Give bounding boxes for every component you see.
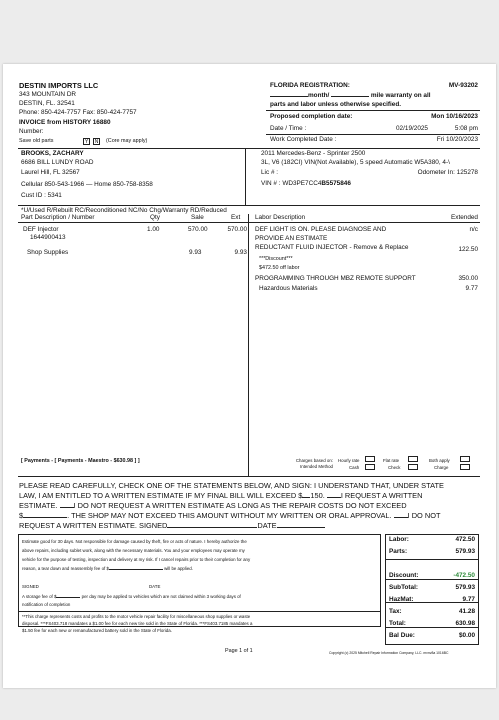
- flat-rate-label: Flat rate: [383, 458, 400, 463]
- total-label: SubTotal:: [389, 584, 418, 591]
- statement-line5: REQUEST A WRITTEN ESTIMATE. SIGNED DATE: [19, 521, 325, 531]
- shop-address-line1: 343 MOUNTAIN DR: [19, 91, 77, 98]
- statement-line3: ESTIMATE. I DO NOT REQUEST A WRITTEN ESTIMATE AS LONG AS THE REPAIR COSTS DO NOT EXCEED: [19, 501, 407, 510]
- part-sale: 9.93: [189, 249, 202, 256]
- page-number: Page 1 of 1: [225, 648, 253, 654]
- save-parts-no-box[interactable]: N: [94, 139, 99, 145]
- total-label: Tax:: [389, 608, 402, 615]
- part-ext: 9.93: [234, 249, 247, 256]
- charges-based-label: Charges based on:: [295, 458, 333, 463]
- labor-line: PROGRAMMING THROUGH MBZ REMOTE SUPPORT: [255, 275, 416, 282]
- total-value: 41.28: [459, 608, 475, 615]
- both-apply-label: Both apply: [429, 458, 450, 463]
- customer-address-line2: Laurel Hill, FL 32567: [21, 169, 80, 176]
- save-old-parts-label: Save old parts: [19, 138, 54, 144]
- save-parts-yes-box[interactable]: Y: [84, 139, 89, 145]
- labor-line: $472.50 off labor: [259, 265, 300, 271]
- shop-name: DESTIN IMPORTS LLC: [19, 81, 99, 90]
- charge-label: Charge: [434, 465, 449, 470]
- total-label: Total:: [389, 620, 406, 627]
- parts-header-sale: Sale: [191, 214, 204, 221]
- warranty-line1: month/ mile warranty on all: [270, 92, 431, 100]
- total-value: 9.77: [462, 596, 475, 603]
- vehicle-odometer: Odometer In: 125278: [417, 169, 478, 176]
- terms-line: above repairs, including sublet work, along with the necessary materials. You and your employees may operate my: [22, 548, 245, 553]
- time-value: 5:08 pm: [454, 125, 478, 132]
- work-completed-label: Work Completed Date :: [270, 136, 337, 143]
- labor-line: PROVIDE AN ESTIMATE: [255, 235, 328, 242]
- proposed-completion-date: Mon 10/16/2023: [431, 113, 478, 120]
- date-time-label: Date / Time :: [270, 125, 307, 132]
- check-label: Check: [388, 465, 401, 470]
- total-label: Labor:: [389, 536, 409, 543]
- parts-header-desc: Part Description / Number: [21, 214, 95, 221]
- fee-note-line: disposal. ***FS403.718 mandates a $1.00 fee for each new tire sold in the State of Florida. ***FS403.7185 mandates a: [22, 621, 253, 626]
- labor-line: REDUCTANT FLUID INJECTOR - Remove & Replace: [255, 244, 409, 251]
- fee-note-line: $1.50 fee for each new or remanufactured battery sold in the State of Florida.: [22, 628, 172, 633]
- both-apply-checkbox[interactable]: [460, 456, 470, 462]
- labor-header-desc: Labor Description: [255, 214, 306, 221]
- parts-header-ext: Ext: [231, 214, 241, 221]
- labor-ext: 350.00: [458, 275, 478, 282]
- invoice-page: [3, 64, 496, 688]
- part-number: 1644900413: [30, 234, 66, 241]
- statement-line2: LAW, I AM ENTITLED TO A WRITTEN ESTIMATE IF MY FINAL BILL WILL EXCEED $ 150. I REQUEST A WRITTEN: [19, 491, 423, 500]
- work-completed-date: Fri 10/20/2023: [436, 136, 478, 143]
- charge-checkbox[interactable]: [460, 464, 470, 470]
- copyright: Copyright (c) 2025 Mitchell Repair Information Company, LLC. mvnv8a 1016BC: [329, 651, 449, 655]
- storage-fee-line2: notification of completion: [22, 602, 71, 607]
- vehicle-lic-label: Lic # :: [261, 169, 279, 176]
- fee-note-line: **This charge represents costs and profits to the motor vehicle repair facility for miscellaneous shop supplies or waste: [22, 614, 251, 619]
- flat-rate-checkbox[interactable]: [408, 456, 418, 462]
- hourly-rate-label: Hourly rate: [338, 458, 360, 463]
- vehicle-engine: 3L, V6 (182CI) VIN(Not Available), 5 speed Automatic W5A380, 4-\: [261, 159, 450, 166]
- warranty-line2: parts and labor unless otherwise specified.: [270, 101, 402, 108]
- part-sale: 570.00: [188, 226, 208, 233]
- labor-line: ***Discount***: [259, 256, 293, 262]
- payments-summary: [ Payments - [ Payments - Maestro - $630.98 ] ]: [21, 458, 140, 464]
- shop-phone: Phone: 850-424-7757 Fax: 850-424-7757: [19, 109, 137, 116]
- shop-address-line2: DESTIN, FL. 32541: [19, 100, 75, 107]
- core-note: (Core may apply): [106, 138, 148, 144]
- total-label: Bal Due:: [389, 632, 415, 639]
- parts-header-qty: Qty: [150, 214, 160, 221]
- labor-line: Hazardous Materials: [259, 285, 318, 292]
- part-qty: 1.00: [147, 226, 160, 233]
- registration-number: MV-93202: [448, 82, 478, 89]
- vehicle-model: 2011 Mercedes-Benz - Sprinter 2500: [261, 150, 366, 157]
- customer-id: Cust ID : 5341: [21, 192, 62, 199]
- storage-fee-line: A storage fee of $ per day may be applied to vehicles which are not claimed within 3 working days of: [22, 594, 241, 599]
- cash-checkbox[interactable]: [365, 464, 375, 470]
- terms-line: Estimate good for 30 days. Not responsible for damage caused by theft, fire or acts of nature. I hereby authorize the: [22, 539, 247, 544]
- customer-phones: Cellular 850-543-1966 — Home 850-758-8358: [21, 181, 153, 188]
- total-value: -472.50: [453, 572, 475, 579]
- customer-address-line1: 6686 BILL LUNDY ROAD: [21, 159, 94, 166]
- table-row: Shop Supplies: [27, 249, 69, 256]
- terms-signed-label: SIGNED: [22, 584, 39, 589]
- labor-ext: 9.77: [465, 285, 478, 292]
- registration-label: FLORIDA REGISTRATION:: [270, 82, 350, 89]
- total-label: Discount:: [389, 572, 419, 579]
- total-label: HazMat:: [389, 596, 414, 603]
- vehicle-vin: VIN # : WD3PE7CC4B5575846: [261, 180, 351, 187]
- hourly-rate-checkbox[interactable]: [365, 456, 375, 462]
- number-label: Number:: [19, 128, 44, 135]
- total-value: 579.93: [455, 584, 475, 591]
- labor-ext: n/c: [469, 226, 478, 233]
- part-ext: 570.00: [227, 226, 247, 233]
- terms-line: vehicle for the purpose of testing, inspection and delivery at my risk. If I cancel repairs prior to their completion for any: [22, 557, 251, 562]
- total-label: Parts:: [389, 548, 408, 555]
- labor-header-ext: Extended: [450, 214, 478, 221]
- invoice-title: INVOICE from HISTORY 16880: [19, 119, 111, 126]
- statement-line4: $ . THE SHOP MAY NOT EXCEED THIS AMOUNT WITHOUT MY WRITTEN OR ORAL APPROVAL. I DO NOT: [19, 511, 441, 520]
- total-value: $0.00: [459, 632, 475, 639]
- labor-ext: 122.50: [458, 246, 478, 253]
- labor-line: DEF LIGHT IS ON. PLEASE DIAGNOSE AND: [255, 226, 387, 233]
- total-value: 630.98: [455, 620, 475, 627]
- intended-method-label: Intended Method: [300, 464, 333, 469]
- customer-name: BROOKS, ZACHARY: [21, 150, 84, 157]
- table-row: DEF Injector: [23, 226, 59, 233]
- parts-legend: *U/Used R/Rebuilt RC/Reconditioned NC/No Chg/Warranty RD/Reduced: [21, 207, 227, 214]
- total-value: 472.50: [455, 536, 475, 543]
- proposed-completion-label: Proposed completion date:: [270, 113, 353, 120]
- check-checkbox[interactable]: [408, 464, 418, 470]
- statement-line1: PLEASE READ CAREFULLY, CHECK ONE OF THE STATEMENTS BELOW, AND SIGN: I UNDERSTAND THAT, UNDER STATE: [19, 481, 444, 490]
- cash-label: Cash: [349, 465, 360, 470]
- terms-line: reason, a tear down and reassembly fee of $ will be applied.: [22, 566, 193, 571]
- total-value: 579.93: [455, 548, 475, 555]
- terms-date-label: DATE: [149, 584, 161, 589]
- date-value: 02/19/2025: [396, 125, 428, 132]
